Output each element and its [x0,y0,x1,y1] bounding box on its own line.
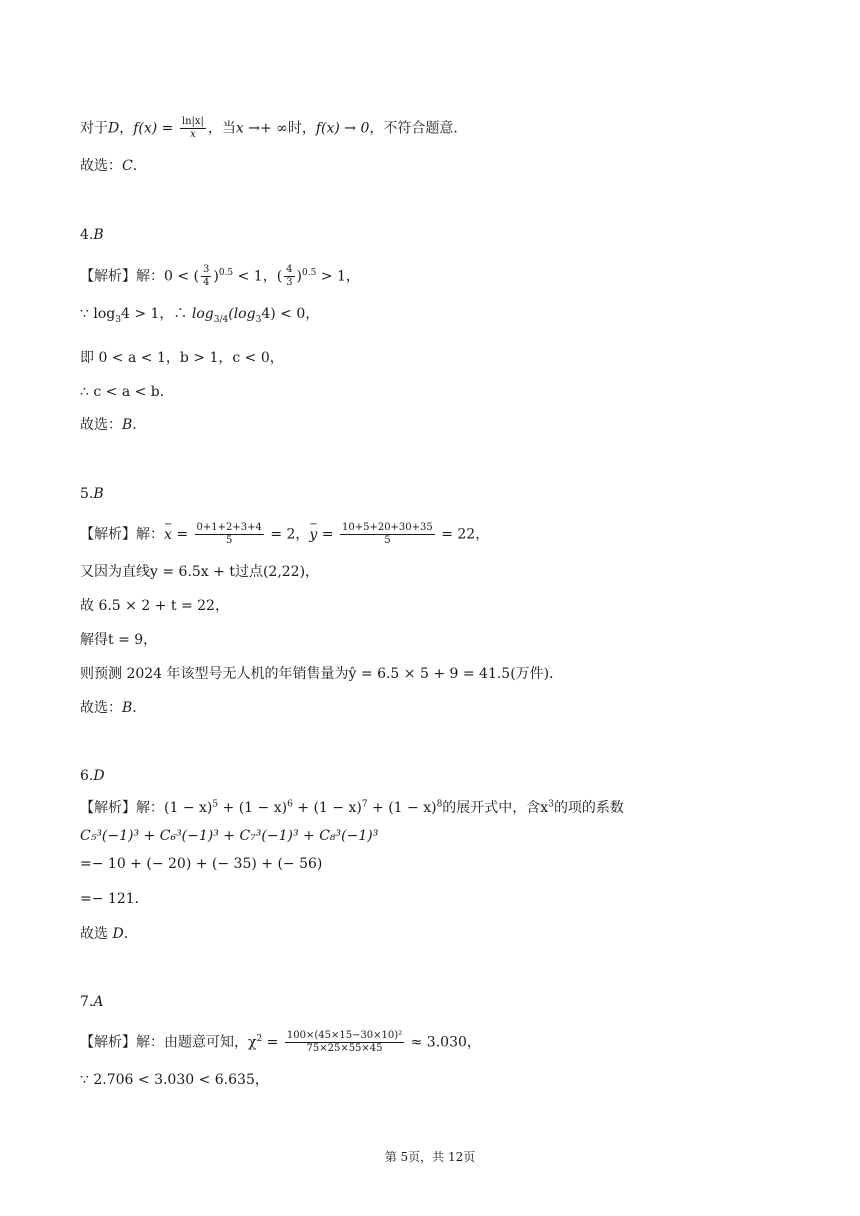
q6-line-2 [80,826,378,846]
text: 时， [287,120,316,137]
math: x →+ ∞ [235,120,288,137]
text: ． [123,926,138,942]
q5-line-4 [80,630,157,650]
text: 【解析】解：0 < ( [80,268,199,285]
answer-letter: C [122,158,133,174]
denominator: 75×25×55×45 [306,1043,383,1054]
q7-line-2 [80,1070,269,1090]
text: = [171,526,193,543]
text: 故 6.5 × 2 + t = 22， [80,598,229,614]
numerator: 0+1+2+3+4 [196,522,262,533]
answer-4 [80,415,146,435]
exponent: 2 [256,1033,263,1044]
text: ． [132,700,147,716]
text: 故选： [80,700,122,716]
text: 4 > 1，∴ [120,306,192,322]
text: ． [132,417,147,433]
exponent: 3 [548,799,554,810]
text: ∵ 2.706 < 3.030 < 6.635， [80,1072,269,1088]
heading-6 [80,766,105,786]
answer-letter: A [93,994,104,1010]
text: = 2， [265,526,310,543]
text: 即 0 < a < 1，b > 1，c < 0， [80,350,284,366]
text: < 1，( [233,268,283,285]
subscript: 3 [115,314,121,325]
text: 【解析】解：(1 − x) [80,800,213,816]
text: 故选 [80,926,113,942]
fraction [284,264,294,289]
denominator: 3 [286,277,293,288]
text: 的展开式中，含x [442,800,549,816]
text: > 1， [316,268,360,285]
q5-line-2 [80,562,319,582]
q6-line-1 [80,798,624,818]
numerator: 3 [203,264,210,275]
text: 【解析】解：由题意可知，χ [80,1034,257,1051]
text: 对于 [80,120,108,137]
answer-6 [80,924,138,944]
line-option-d [80,116,467,141]
heading-4 [80,225,104,245]
text: 【解析】解： [80,526,164,543]
fraction [180,116,206,141]
q4-line-1 [80,264,360,289]
text: + (1 − x) [367,800,437,816]
text: 4) < 0， [261,306,320,322]
numerator: ln|x| [181,116,204,127]
text: ) [296,268,303,285]
exponent: 6 [287,799,293,810]
text: 故选： [80,158,122,174]
exponent: 8 [436,799,443,810]
question-number: 7. [80,994,94,1010]
numerator: 100×(45×15−30×10)² [286,1030,403,1041]
text: log [191,306,214,322]
text: ，当 [207,120,236,137]
fraction [285,1030,404,1055]
q6-line-4 [80,889,149,909]
text: D [108,120,120,137]
mean-x: − x [164,525,172,545]
text: C₅³(−1)³ + C₆³(−1)³ + C₇³(−1)³ + C₈³(−1)³ [80,828,379,844]
answer-3 [80,156,147,176]
text: ， [119,120,134,137]
mean-y: − y [309,525,317,545]
denominator: 5 [384,535,391,546]
exponent: 0.5 [218,267,234,278]
text: 又因为直线y = 6.5x + t过点(2,22)， [80,564,320,580]
exponent: 0.5 [302,267,317,278]
q7-line-1 [80,1030,481,1055]
text: 则预测 2024 年该型号无人机的年销售量为ŷ = 6.5 × 5 + 9 = 41.5(万件)． [80,666,564,682]
text: ． [132,158,147,174]
question-number: 4. [80,227,94,243]
answer-letter: B [93,486,104,502]
text: ∴ c < a < b． [80,384,174,400]
text: ∵ log [80,306,116,322]
numerator: 4 [286,264,293,275]
q6-line-3 [80,854,322,874]
math: f(x) = [133,120,174,137]
text: 解得t = 9， [80,632,158,648]
text: ≈ 3.030， [406,1034,481,1051]
answer-letter: B [122,700,133,716]
denominator: 5 [226,535,233,546]
fraction [340,522,435,547]
q5-line-3 [80,596,229,616]
heading-5 [80,484,104,504]
subscript: 3/4 [213,314,229,325]
q4-line-3 [80,348,284,368]
q4-line-2 [80,304,319,324]
text: = 22， [436,526,490,543]
exponent: 5 [212,799,219,810]
text: + (1 − x) [292,800,362,816]
answer-letter: B [122,417,133,433]
answer-letter: D [112,926,124,942]
text: + (1 − x) [218,800,288,816]
text: ，不符合题意． [369,120,468,137]
denominator: 4 [203,277,210,288]
q5-line-1 [80,522,489,547]
question-number: 6. [80,768,94,784]
q5-line-5 [80,664,563,684]
text: ) [213,268,219,285]
text: = [262,1034,283,1051]
subscript: 3 [255,314,262,325]
answer-letter: D [93,768,105,784]
answer-5 [80,698,146,718]
text: (log [228,306,256,322]
denominator: x [190,129,196,140]
math: f(x) → 0 [315,120,370,137]
fraction [195,522,264,547]
page-footer: 第 5页，共 12页 [384,1150,476,1164]
fraction [201,264,211,289]
text: =− 121． [80,891,149,907]
question-number: 5. [80,486,94,502]
text: =− 10 + (− 20) + (− 35) + (− 56) [80,856,323,872]
text: 故选： [80,417,122,433]
text: 的项的系数 [553,800,624,816]
numerator: 10+5+20+30+35 [341,522,433,533]
q4-line-4 [80,382,174,402]
exponent: 7 [361,799,368,810]
answer-letter: B [93,227,104,243]
text: = [317,526,338,543]
heading-7 [80,992,103,1012]
